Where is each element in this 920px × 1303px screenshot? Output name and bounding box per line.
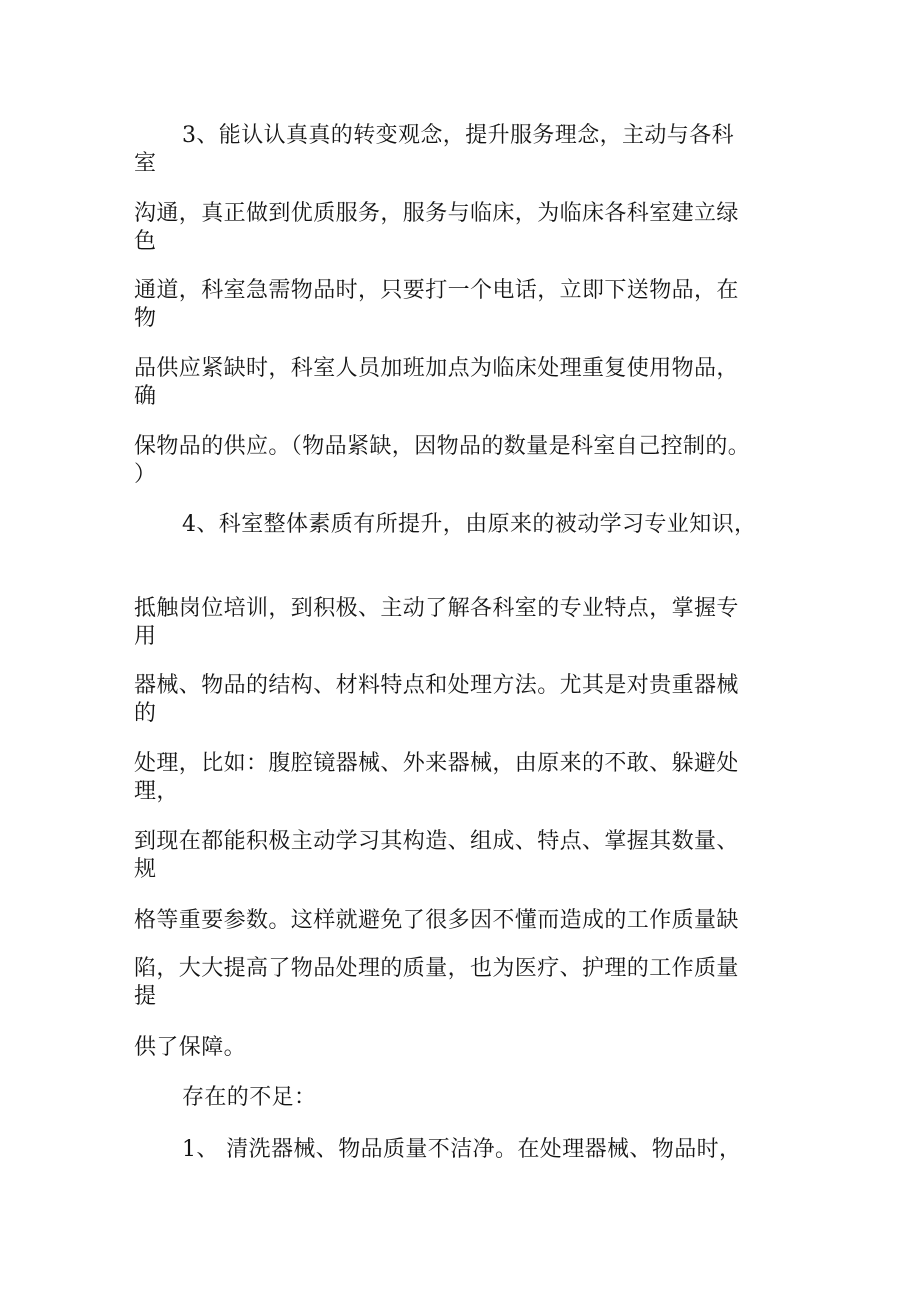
paragraph-3-line-3: 沟通，真正做到优质服务，服务与临床，为临床各科室建立绿 [134,201,739,226]
paragraph-4-line-9: 规 [134,857,157,882]
paragraph-3-line-4: 色 [134,229,157,254]
paragraph-4-line-12: 提 [134,984,157,1009]
paragraph-4-line-11: 陷，大大提高了物品处理的质量，也为医疗、护理的工作质量 [134,956,739,981]
paragraph-4-line-1: 4、科室整体素质有所提升，由原来的被动学习专业知识， [182,512,757,537]
paragraph-4-line-5: 的 [134,701,157,726]
paragraph-4-line-8: 到现在都能积极主动学习其构造、组成、特点、掌握其数量、 [134,829,739,854]
paragraph-3-line-6: 物 [134,306,157,331]
paragraph-4-line-13: 供了保障。 [134,1035,247,1060]
paragraph-4-line-6: 处理，比如：腹腔镜器械、外来器械，由原来的不敢、躲避处 [134,751,739,776]
paragraph-4-line-2: 抵触岗位培训，到积极、主动了解各科室的专业特点，掌握专 [134,596,739,621]
paragraph-3-line-2: 室 [134,151,157,176]
shortcoming-1-line-1: 1、 清洗器械、物品质量不洁净。在处理器械、物品时， [182,1137,742,1162]
paragraph-4-line-10: 格等重要参数。这样就避免了很多因不懂而造成的工作质量缺 [134,908,739,933]
paragraph-3-line-8: 确 [134,384,157,409]
paragraph-3-line-1: 3、能认认真真的转变观念，提升服务理念，主动与各科 [182,123,734,148]
paragraph-4-line-4: 器械、物品的结构、材料特点和处理方法。尤其是对贵重器械 [134,673,739,698]
paragraph-3-line-10: ） [134,462,157,487]
paragraph-4-line-3: 用 [134,624,157,649]
paragraph-4-line-7: 理， [134,779,179,804]
section-heading-shortcomings: 存在的不足： [182,1085,317,1110]
paragraph-3-line-7: 品供应紧缺时，科室人员加班加点为临床处理重复使用物品， [134,356,739,381]
paragraph-3-line-9: 保物品的供应。（物品紧缺，因物品的数量是科室自己控制的。 [134,434,751,459]
paragraph-3-line-5: 通道，科室急需物品时，只要打一个电话，立即下送物品，在 [134,278,739,303]
